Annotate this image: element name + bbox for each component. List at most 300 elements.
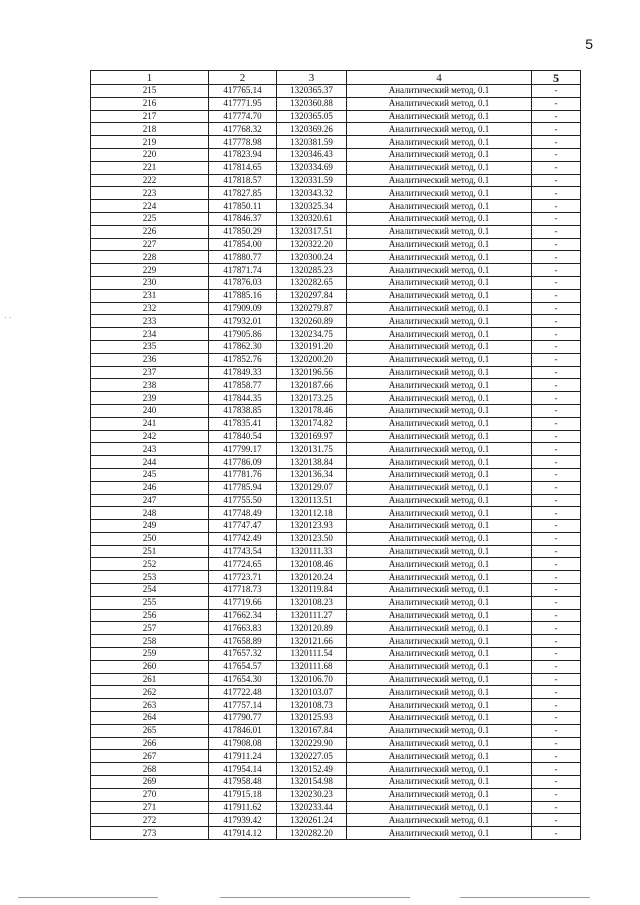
note-cell: -	[532, 648, 581, 661]
coord-y-cell: 1320200.20	[277, 353, 347, 366]
table-row	[91, 264, 581, 277]
note-cell: -	[532, 97, 581, 110]
coord-y-cell: 1320123.93	[277, 520, 347, 533]
note-cell: -	[532, 456, 581, 469]
table-row	[91, 85, 581, 98]
note-cell: -	[532, 340, 581, 353]
coord-y-cell: 1320154.98	[277, 776, 347, 789]
coord-y-cell: 1320152.49	[277, 763, 347, 776]
coord-y-cell: 1320227.05	[277, 750, 347, 763]
table-row	[91, 520, 581, 533]
coord-y-cell: 1320234.75	[277, 328, 347, 341]
table-row	[91, 494, 581, 507]
note-cell: -	[532, 443, 581, 456]
point-number-cell: 222	[91, 174, 209, 187]
coord-x-cell: 417718.73	[209, 584, 277, 597]
point-number-cell: 217	[91, 110, 209, 123]
coord-x-cell: 417909.09	[209, 302, 277, 315]
coord-y-cell: 1320138.84	[277, 456, 347, 469]
coord-y-cell: 1320174.82	[277, 417, 347, 430]
point-number-cell: 254	[91, 584, 209, 597]
coord-y-cell: 1320334.69	[277, 161, 347, 174]
point-number-cell: 224	[91, 200, 209, 213]
method-cell: Аналитический метод, 0.1	[347, 264, 532, 277]
method-cell: Аналитический метод, 0.1	[347, 174, 532, 187]
note-cell: -	[532, 558, 581, 571]
table-row	[91, 212, 581, 225]
coord-x-cell: 417823.94	[209, 148, 277, 161]
note-cell: -	[532, 635, 581, 648]
coord-y-cell: 1320120.89	[277, 622, 347, 635]
method-cell: Аналитический метод, 0.1	[347, 750, 532, 763]
coord-x-cell: 417742.49	[209, 532, 277, 545]
note-cell: -	[532, 622, 581, 635]
table-row	[91, 315, 581, 328]
point-number-cell: 268	[91, 763, 209, 776]
note-cell: -	[532, 161, 581, 174]
point-number-cell: 261	[91, 673, 209, 686]
method-cell: Аналитический метод, 0.1	[347, 468, 532, 481]
table-row	[91, 187, 581, 200]
method-cell: Аналитический метод, 0.1	[347, 814, 532, 827]
coord-y-cell: 1320229.90	[277, 737, 347, 750]
coord-x-cell: 417719.66	[209, 596, 277, 609]
coord-y-cell: 1320123.50	[277, 532, 347, 545]
coord-x-cell: 417905.86	[209, 328, 277, 341]
note-cell: -	[532, 276, 581, 289]
method-cell: Аналитический метод, 0.1	[347, 251, 532, 264]
coord-x-cell: 417755.50	[209, 494, 277, 507]
coord-x-cell: 417849.33	[209, 366, 277, 379]
coord-x-cell: 417723.71	[209, 571, 277, 584]
point-number-cell: 237	[91, 366, 209, 379]
method-cell: Аналитический метод, 0.1	[347, 212, 532, 225]
note-cell: -	[532, 200, 581, 213]
method-cell: Аналитический метод, 0.1	[347, 353, 532, 366]
coord-y-cell: 1320343.32	[277, 187, 347, 200]
note-cell: -	[532, 660, 581, 673]
note-cell: -	[532, 392, 581, 405]
coord-y-cell: 1320196.56	[277, 366, 347, 379]
table-row	[91, 827, 581, 840]
table-row	[91, 648, 581, 661]
coord-x-cell: 417654.57	[209, 660, 277, 673]
point-number-cell: 255	[91, 596, 209, 609]
note-cell: -	[532, 430, 581, 443]
header-col-2: 2	[209, 71, 277, 85]
coord-x-cell: 417827.85	[209, 187, 277, 200]
point-number-cell: 239	[91, 392, 209, 405]
method-cell: Аналитический метод, 0.1	[347, 328, 532, 341]
point-number-cell: 260	[91, 660, 209, 673]
point-number-cell: 265	[91, 724, 209, 737]
table-row	[91, 366, 581, 379]
coord-y-cell: 1320173.25	[277, 392, 347, 405]
coord-y-cell: 1320279.87	[277, 302, 347, 315]
coord-y-cell: 1320108.73	[277, 699, 347, 712]
method-cell: Аналитический метод, 0.1	[347, 136, 532, 149]
method-cell: Аналитический метод, 0.1	[347, 827, 532, 840]
scan-footer-lines	[0, 897, 640, 899]
method-cell: Аналитический метод, 0.1	[347, 366, 532, 379]
point-number-cell: 238	[91, 379, 209, 392]
table-row	[91, 161, 581, 174]
table-row	[91, 225, 581, 238]
method-cell: Аналитический метод, 0.1	[347, 520, 532, 533]
coord-y-cell: 1320285.23	[277, 264, 347, 277]
point-number-cell: 233	[91, 315, 209, 328]
coord-x-cell: 417743.54	[209, 545, 277, 558]
coord-x-cell: 417939.42	[209, 814, 277, 827]
coord-y-cell: 1320331.59	[277, 174, 347, 187]
method-cell: Аналитический метод, 0.1	[347, 379, 532, 392]
table-row	[91, 596, 581, 609]
coord-y-cell: 1320261.24	[277, 814, 347, 827]
method-cell: Аналитический метод, 0.1	[347, 763, 532, 776]
table-row	[91, 622, 581, 635]
method-cell: Аналитический метод, 0.1	[347, 545, 532, 558]
coord-x-cell: 417722.48	[209, 686, 277, 699]
note-cell: -	[532, 85, 581, 98]
point-number-cell: 272	[91, 814, 209, 827]
coord-y-cell: 1320178.46	[277, 404, 347, 417]
coord-x-cell: 417658.89	[209, 635, 277, 648]
table-row	[91, 584, 581, 597]
coord-y-cell: 1320381.59	[277, 136, 347, 149]
header-col-3: 3	[277, 71, 347, 85]
table-row	[91, 468, 581, 481]
note-cell: -	[532, 737, 581, 750]
method-cell: Аналитический метод, 0.1	[347, 788, 532, 801]
note-cell: -	[532, 225, 581, 238]
note-cell: -	[532, 251, 581, 264]
note-cell: -	[532, 417, 581, 430]
table-row	[91, 443, 581, 456]
table-row	[91, 404, 581, 417]
point-number-cell: 223	[91, 187, 209, 200]
note-cell: -	[532, 545, 581, 558]
coord-y-cell: 1320167.84	[277, 724, 347, 737]
table-row	[91, 392, 581, 405]
coord-y-cell: 1320260.89	[277, 315, 347, 328]
point-number-cell: 243	[91, 443, 209, 456]
method-cell: Аналитический метод, 0.1	[347, 724, 532, 737]
method-cell: Аналитический метод, 0.1	[347, 238, 532, 251]
point-number-cell: 230	[91, 276, 209, 289]
method-cell: Аналитический метод, 0.1	[347, 584, 532, 597]
table-row	[91, 545, 581, 558]
coord-x-cell: 417724.65	[209, 558, 277, 571]
coord-y-cell: 1320169.97	[277, 430, 347, 443]
table-row	[91, 379, 581, 392]
table-row	[91, 123, 581, 136]
method-cell: Аналитический метод, 0.1	[347, 571, 532, 584]
table-row	[91, 699, 581, 712]
note-cell: -	[532, 571, 581, 584]
method-cell: Аналитический метод, 0.1	[347, 148, 532, 161]
coord-y-cell: 1320129.07	[277, 481, 347, 494]
coord-x-cell: 417854.00	[209, 238, 277, 251]
method-cell: Аналитический метод, 0.1	[347, 609, 532, 622]
note-cell: -	[532, 315, 581, 328]
table-row	[91, 456, 581, 469]
table-row	[91, 724, 581, 737]
coord-x-cell: 417932.01	[209, 315, 277, 328]
method-cell: Аналитический метод, 0.1	[347, 110, 532, 123]
table-row	[91, 686, 581, 699]
coord-x-cell: 417862.30	[209, 340, 277, 353]
note-cell: -	[532, 699, 581, 712]
coord-y-cell: 1320111.54	[277, 648, 347, 661]
method-cell: Аналитический метод, 0.1	[347, 302, 532, 315]
table-row	[91, 609, 581, 622]
method-cell: Аналитический метод, 0.1	[347, 481, 532, 494]
method-cell: Аналитический метод, 0.1	[347, 392, 532, 405]
coord-y-cell: 1320136.34	[277, 468, 347, 481]
point-number-cell: 267	[91, 750, 209, 763]
note-cell: -	[532, 788, 581, 801]
note-cell: -	[532, 174, 581, 187]
note-cell: -	[532, 686, 581, 699]
coord-x-cell: 417838.85	[209, 404, 277, 417]
table-row	[91, 788, 581, 801]
coord-x-cell: 417814.65	[209, 161, 277, 174]
note-cell: -	[532, 814, 581, 827]
coord-x-cell: 417663.83	[209, 622, 277, 635]
point-number-cell: 263	[91, 699, 209, 712]
coord-y-cell: 1320233.44	[277, 801, 347, 814]
point-number-cell: 270	[91, 788, 209, 801]
point-number-cell: 244	[91, 456, 209, 469]
point-number-cell: 221	[91, 161, 209, 174]
point-number-cell: 234	[91, 328, 209, 341]
coord-x-cell: 417846.01	[209, 724, 277, 737]
coord-x-cell: 417850.11	[209, 200, 277, 213]
note-cell: -	[532, 724, 581, 737]
coord-y-cell: 1320187.66	[277, 379, 347, 392]
method-cell: Аналитический метод, 0.1	[347, 456, 532, 469]
note-cell: -	[532, 494, 581, 507]
table-row	[91, 289, 581, 302]
page-number: 5	[585, 36, 593, 52]
coord-x-cell: 417871.74	[209, 264, 277, 277]
method-cell: Аналитический метод, 0.1	[347, 85, 532, 98]
coord-y-cell: 1320125.93	[277, 712, 347, 725]
note-cell: -	[532, 148, 581, 161]
method-cell: Аналитический метод, 0.1	[347, 776, 532, 789]
table-row	[91, 481, 581, 494]
method-cell: Аналитический метод, 0.1	[347, 417, 532, 430]
table-row	[91, 673, 581, 686]
point-number-cell: 259	[91, 648, 209, 661]
note-cell: -	[532, 379, 581, 392]
coord-y-cell: 1320119.84	[277, 584, 347, 597]
note-cell: -	[532, 264, 581, 277]
coord-y-cell: 1320317.51	[277, 225, 347, 238]
point-number-cell: 225	[91, 212, 209, 225]
table-row	[91, 558, 581, 571]
coord-x-cell: 417835.41	[209, 417, 277, 430]
point-number-cell: 247	[91, 494, 209, 507]
note-cell: -	[532, 712, 581, 725]
coord-x-cell: 417757.14	[209, 699, 277, 712]
point-number-cell: 242	[91, 430, 209, 443]
table-row	[91, 814, 581, 827]
coord-y-cell: 1320365.05	[277, 110, 347, 123]
point-number-cell: 246	[91, 481, 209, 494]
note-cell: -	[532, 110, 581, 123]
coord-x-cell: 417908.08	[209, 737, 277, 750]
point-number-cell: 215	[91, 85, 209, 98]
coord-x-cell: 417846.37	[209, 212, 277, 225]
coord-x-cell: 417876.03	[209, 276, 277, 289]
point-number-cell: 236	[91, 353, 209, 366]
note-cell: -	[532, 507, 581, 520]
note-cell: -	[532, 827, 581, 840]
point-number-cell: 229	[91, 264, 209, 277]
note-cell: -	[532, 238, 581, 251]
coord-y-cell: 1320108.46	[277, 558, 347, 571]
method-cell: Аналитический метод, 0.1	[347, 443, 532, 456]
note-cell: -	[532, 584, 581, 597]
table-row	[91, 97, 581, 110]
coord-y-cell: 1320111.27	[277, 609, 347, 622]
note-cell: -	[532, 596, 581, 609]
coord-x-cell: 417914.12	[209, 827, 277, 840]
coord-y-cell: 1320108.23	[277, 596, 347, 609]
coord-y-cell: 1320112.18	[277, 507, 347, 520]
point-number-cell: 249	[91, 520, 209, 533]
note-cell: -	[532, 763, 581, 776]
method-cell: Аналитический метод, 0.1	[347, 97, 532, 110]
point-number-cell: 241	[91, 417, 209, 430]
point-number-cell: 262	[91, 686, 209, 699]
point-number-cell: 264	[91, 712, 209, 725]
note-cell: -	[532, 136, 581, 149]
method-cell: Аналитический метод, 0.1	[347, 801, 532, 814]
coord-x-cell: 417858.77	[209, 379, 277, 392]
table-body	[91, 85, 581, 840]
table-row	[91, 507, 581, 520]
coord-y-cell: 1320191.20	[277, 340, 347, 353]
table-row	[91, 801, 581, 814]
table-row	[91, 532, 581, 545]
note-cell: -	[532, 481, 581, 494]
point-number-cell: 228	[91, 251, 209, 264]
point-number-cell: 250	[91, 532, 209, 545]
table-row	[91, 174, 581, 187]
point-number-cell: 271	[91, 801, 209, 814]
note-cell: -	[532, 801, 581, 814]
coord-x-cell: 417771.95	[209, 97, 277, 110]
method-cell: Аналитический метод, 0.1	[347, 289, 532, 302]
coord-y-cell: 1320325.34	[277, 200, 347, 213]
point-number-cell: 253	[91, 571, 209, 584]
note-cell: -	[532, 750, 581, 763]
coord-y-cell: 1320121.66	[277, 635, 347, 648]
table-row	[91, 776, 581, 789]
note-cell: -	[532, 212, 581, 225]
point-number-cell: 218	[91, 123, 209, 136]
note-cell: -	[532, 776, 581, 789]
table-row	[91, 417, 581, 430]
table-row	[91, 750, 581, 763]
coord-y-cell: 1320360.88	[277, 97, 347, 110]
table-row	[91, 136, 581, 149]
point-number-cell: 226	[91, 225, 209, 238]
point-number-cell: 266	[91, 737, 209, 750]
table-row	[91, 328, 581, 341]
coord-y-cell: 1320365.37	[277, 85, 347, 98]
table-row	[91, 763, 581, 776]
coord-y-cell: 1320297.84	[277, 289, 347, 302]
coord-y-cell: 1320322.20	[277, 238, 347, 251]
point-number-cell: 251	[91, 545, 209, 558]
method-cell: Аналитический метод, 0.1	[347, 494, 532, 507]
coord-x-cell: 417958.48	[209, 776, 277, 789]
method-cell: Аналитический метод, 0.1	[347, 187, 532, 200]
table-row	[91, 200, 581, 213]
method-cell: Аналитический метод, 0.1	[347, 660, 532, 673]
point-number-cell: 252	[91, 558, 209, 571]
coord-x-cell: 417844.35	[209, 392, 277, 405]
method-cell: Аналитический метод, 0.1	[347, 225, 532, 238]
note-cell: -	[532, 353, 581, 366]
note-cell: -	[532, 404, 581, 417]
method-cell: Аналитический метод, 0.1	[347, 596, 532, 609]
table-row	[91, 238, 581, 251]
coord-x-cell: 417781.76	[209, 468, 277, 481]
table-row	[91, 251, 581, 264]
coord-x-cell: 417654.30	[209, 673, 277, 686]
method-cell: Аналитический метод, 0.1	[347, 532, 532, 545]
coord-y-cell: 1320111.33	[277, 545, 347, 558]
coord-x-cell: 417778.98	[209, 136, 277, 149]
coord-y-cell: 1320300.24	[277, 251, 347, 264]
coord-x-cell: 417852.76	[209, 353, 277, 366]
point-number-cell: 258	[91, 635, 209, 648]
method-cell: Аналитический метод, 0.1	[347, 430, 532, 443]
point-number-cell: 273	[91, 827, 209, 840]
note-cell: -	[532, 328, 581, 341]
note-cell: -	[532, 520, 581, 533]
point-number-cell: 219	[91, 136, 209, 149]
coord-y-cell: 1320282.65	[277, 276, 347, 289]
coord-x-cell: 417768.32	[209, 123, 277, 136]
coord-x-cell: 417748.49	[209, 507, 277, 520]
coord-x-cell: 417786.09	[209, 456, 277, 469]
table-row	[91, 276, 581, 289]
coord-y-cell: 1320111.68	[277, 660, 347, 673]
coordinates-table	[90, 70, 581, 840]
point-number-cell: 256	[91, 609, 209, 622]
coord-x-cell: 417662.34	[209, 609, 277, 622]
note-cell: -	[532, 187, 581, 200]
point-number-cell: 245	[91, 468, 209, 481]
method-cell: Аналитический метод, 0.1	[347, 673, 532, 686]
method-cell: Аналитический метод, 0.1	[347, 507, 532, 520]
point-number-cell: 220	[91, 148, 209, 161]
method-cell: Аналитический метод, 0.1	[347, 123, 532, 136]
method-cell: Аналитический метод, 0.1	[347, 404, 532, 417]
method-cell: Аналитический метод, 0.1	[347, 200, 532, 213]
point-number-cell: 240	[91, 404, 209, 417]
coord-y-cell: 1320369.26	[277, 123, 347, 136]
table-row	[91, 737, 581, 750]
coord-x-cell: 417850.29	[209, 225, 277, 238]
table-row	[91, 660, 581, 673]
coord-x-cell: 417765.14	[209, 85, 277, 98]
